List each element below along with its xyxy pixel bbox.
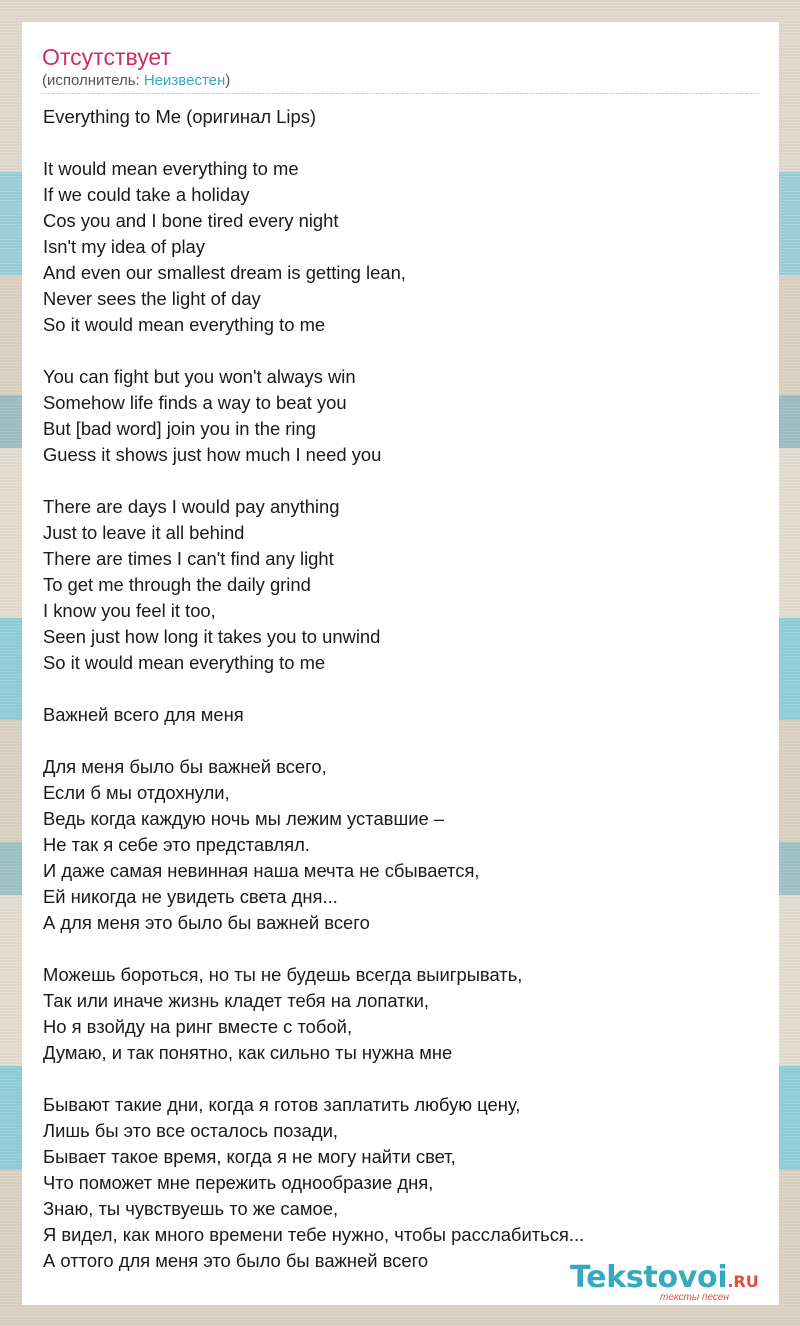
lyric-line: Cos you and I bone tired every night (43, 210, 339, 231)
lyric-line: Бывает такое время, когда я не могу найти свет, (43, 1146, 456, 1167)
lyric-line: It would mean everything to me (43, 158, 299, 179)
lyric-line: Everything to Me (оригинал Lips) (43, 106, 317, 127)
lyric-line: Ведь когда каждую ночь мы лежим уставшие – (43, 808, 445, 829)
lyric-line: И даже самая невинная наша мечта не сбывается, (43, 860, 480, 881)
lyric-line: Можешь бороться, но ты не будешь всегда выигрывать, (43, 964, 523, 985)
artist-suffix: ) (225, 72, 231, 89)
lyric-blank-line (43, 468, 759, 494)
lyric-line: There are times I can't find any light (43, 548, 334, 569)
lyric-line: Seen just how long it takes you to unwind (43, 626, 381, 647)
lyric-line: Думаю, и так понятно, как сильно ты нужна мне (43, 1042, 453, 1063)
lyric-line: Знаю, ты чувствуешь то же самое, (43, 1198, 339, 1219)
lyrics-card (22, 22, 779, 1305)
lyric-blank-line (43, 676, 759, 702)
lyrics-text (43, 104, 759, 1274)
lyric-line: But [bad word] join you in the ring (43, 418, 316, 439)
lyric-line: So it would mean everything to me (43, 652, 326, 673)
header-divider (42, 93, 758, 94)
lyric-line: А для меня это было бы важней всего (43, 912, 370, 933)
artist-line (42, 72, 758, 90)
lyric-blank-line (43, 338, 759, 364)
lyric-line: Важней всего для меня (43, 704, 244, 725)
lyric-line: Если б мы отдохнули, (43, 782, 230, 803)
artist-prefix: (исполнитель: (42, 72, 144, 89)
lyric-line: I know you feel it too, (43, 600, 216, 621)
lyric-line: Так или иначе жизнь кладет тебя на лопатки, (43, 990, 430, 1011)
logo-tagline: тексты песен (660, 1292, 729, 1303)
lyric-line: Guess it shows just how much I need you (43, 444, 382, 465)
lyric-blank-line (43, 1066, 759, 1092)
lyric-line: There are days I would pay anything (43, 496, 340, 517)
lyric-line: Isn't my idea of play (43, 236, 205, 257)
lyric-line: You can fight but you won't always win (43, 366, 356, 387)
lyric-line: So it would mean everything to me (43, 314, 326, 335)
lyric-line: Somehow life finds a way to beat you (43, 392, 347, 413)
lyric-line: Бывают такие дни, когда я готов заплатить любую цену, (43, 1094, 521, 1115)
lyric-line: Just to leave it all behind (43, 522, 245, 543)
lyric-line: А оттого для меня это было бы важней всего (43, 1250, 429, 1271)
lyric-line: Лишь бы это все осталось позади, (43, 1120, 338, 1141)
lyric-line: Но я взойду на ринг вместе с тобой, (43, 1016, 353, 1037)
logo-name: Tekstovoi (570, 1260, 728, 1295)
lyric-line: Never sees the light of day (43, 288, 261, 309)
song-header (42, 44, 758, 90)
lyric-line: If we could take a holiday (43, 184, 250, 205)
logo-tld: .RU (727, 1272, 759, 1291)
site-logo[interactable] (570, 1261, 780, 1306)
lyric-line: Для меня было бы важней всего, (43, 756, 327, 777)
lyric-line: Не так я себе это представлял. (43, 834, 310, 855)
lyric-line: And even our smallest dream is getting lean, (43, 262, 406, 283)
song-title: Отсутствует (42, 44, 171, 70)
lyric-blank-line (43, 728, 759, 754)
lyric-line: Я видел, как много времени тебе нужно, чтобы расслабиться... (43, 1224, 585, 1245)
lyric-blank-line (43, 936, 759, 962)
lyric-blank-line (43, 130, 759, 156)
lyric-line: Что поможет мне пережить однообразие дня, (43, 1172, 434, 1193)
lyric-line: Ей никогда не увидеть света дня... (43, 886, 338, 907)
lyric-line: To get me through the daily grind (43, 574, 311, 595)
artist-link[interactable]: Неизвестен (143, 72, 226, 89)
